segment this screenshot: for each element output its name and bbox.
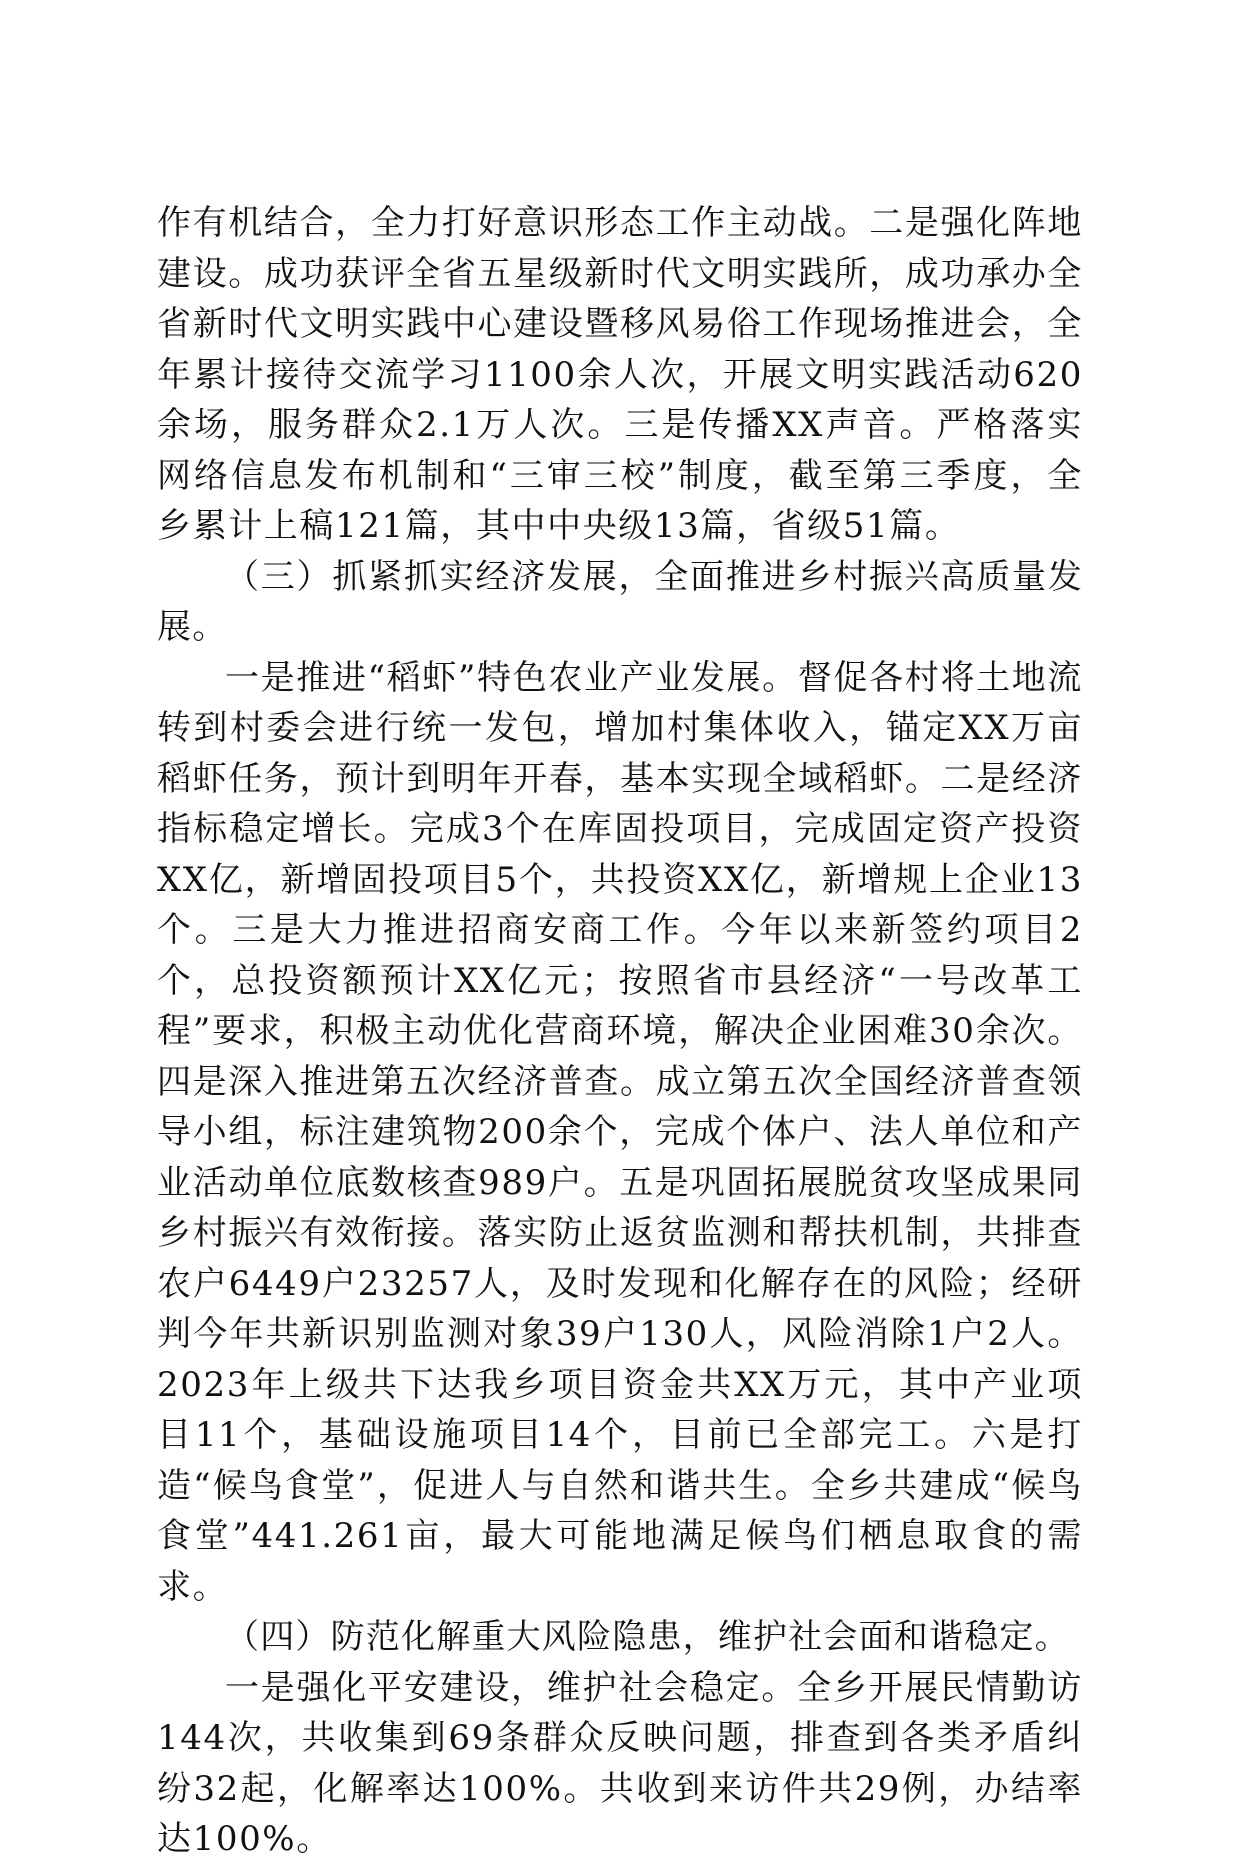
section-heading-three: （三）抓紧抓实经济发展，全面推进乡村振兴高质量发展。 (157, 556, 1083, 647)
paragraph-economic-development: 一是推进“稻虾”特色农业产业发展。督促各村将土地流转到村委会进行统一发包，增加村集体收入，锚定XX万亩稻虾任务，预计到明年开春，基本实现全域稻虾。二是经济指标稳定增长。完成3个在库固投项目，完成固定资产投资XX亿，新增固投项目5个，共投资XX亿，新增规上企业13个。三是大力推进招商安商工作。今年以来新签约项目2个，总投资额预计XX亿元；按照省市县经济“一号改革工程”要求，积极主动优化营商环境，解决企业困难30余次。四是深入推进第五次经济普查。成立第五次全国经济普查领导小组，标注建筑物200余个，完成个体户、法人单位和产业活动单位底数核查989户。五是巩固拓展脱贫攻坚成果同乡村振兴有效衔接。落实防止返贫监测和帮扶机制，共排查农户6449户23257人，及时发现和化解存在的风险；经研判今年共新识别监测对象39户130人，风险消除1户2人。2023年上级共下达我乡项目资金共XX万元，其中产业项目11个，基础设施项目14个，目前已全部完工。六是打造“候鸟食堂”，促进人与自然和谐共生。全乡共建成“候鸟食堂”441.261亩，最大可能地满足候鸟们栖息取食的需求。 (157, 657, 1083, 1607)
paragraph-social-stability: 一是强化平安建设，维护社会稳定。全乡开展民情勤访144次，共收集到69条群众反映问题，排查到各类矛盾纠纷32起，化解率达100%。共收到来访件共29例，办结率达100%。 (157, 1667, 1083, 1859)
section-heading-four: （四）防范化解重大风险隐患，维护社会面和谐稳定。 (225, 1617, 1070, 1657)
paragraph-continuation: 作有机结合，全力打好意识形态工作主动战。二是强化阵地建设。成功获评全省五星级新时代文明实践所，成功承办全省新时代文明实践中心建设暨移风易俗工作现场推进会，全年累计接待交流学习1100余人次，开展文明实践活动620余场，服务群众2.1万人次。三是传播XX声音。严格落实网络信息发布机制和“三审三校”制度，截至第三季度，全乡累计上稿121篇，其中中央级13篇，省级51篇。 (157, 203, 1083, 546)
document-body (157, 198, 1083, 1865)
